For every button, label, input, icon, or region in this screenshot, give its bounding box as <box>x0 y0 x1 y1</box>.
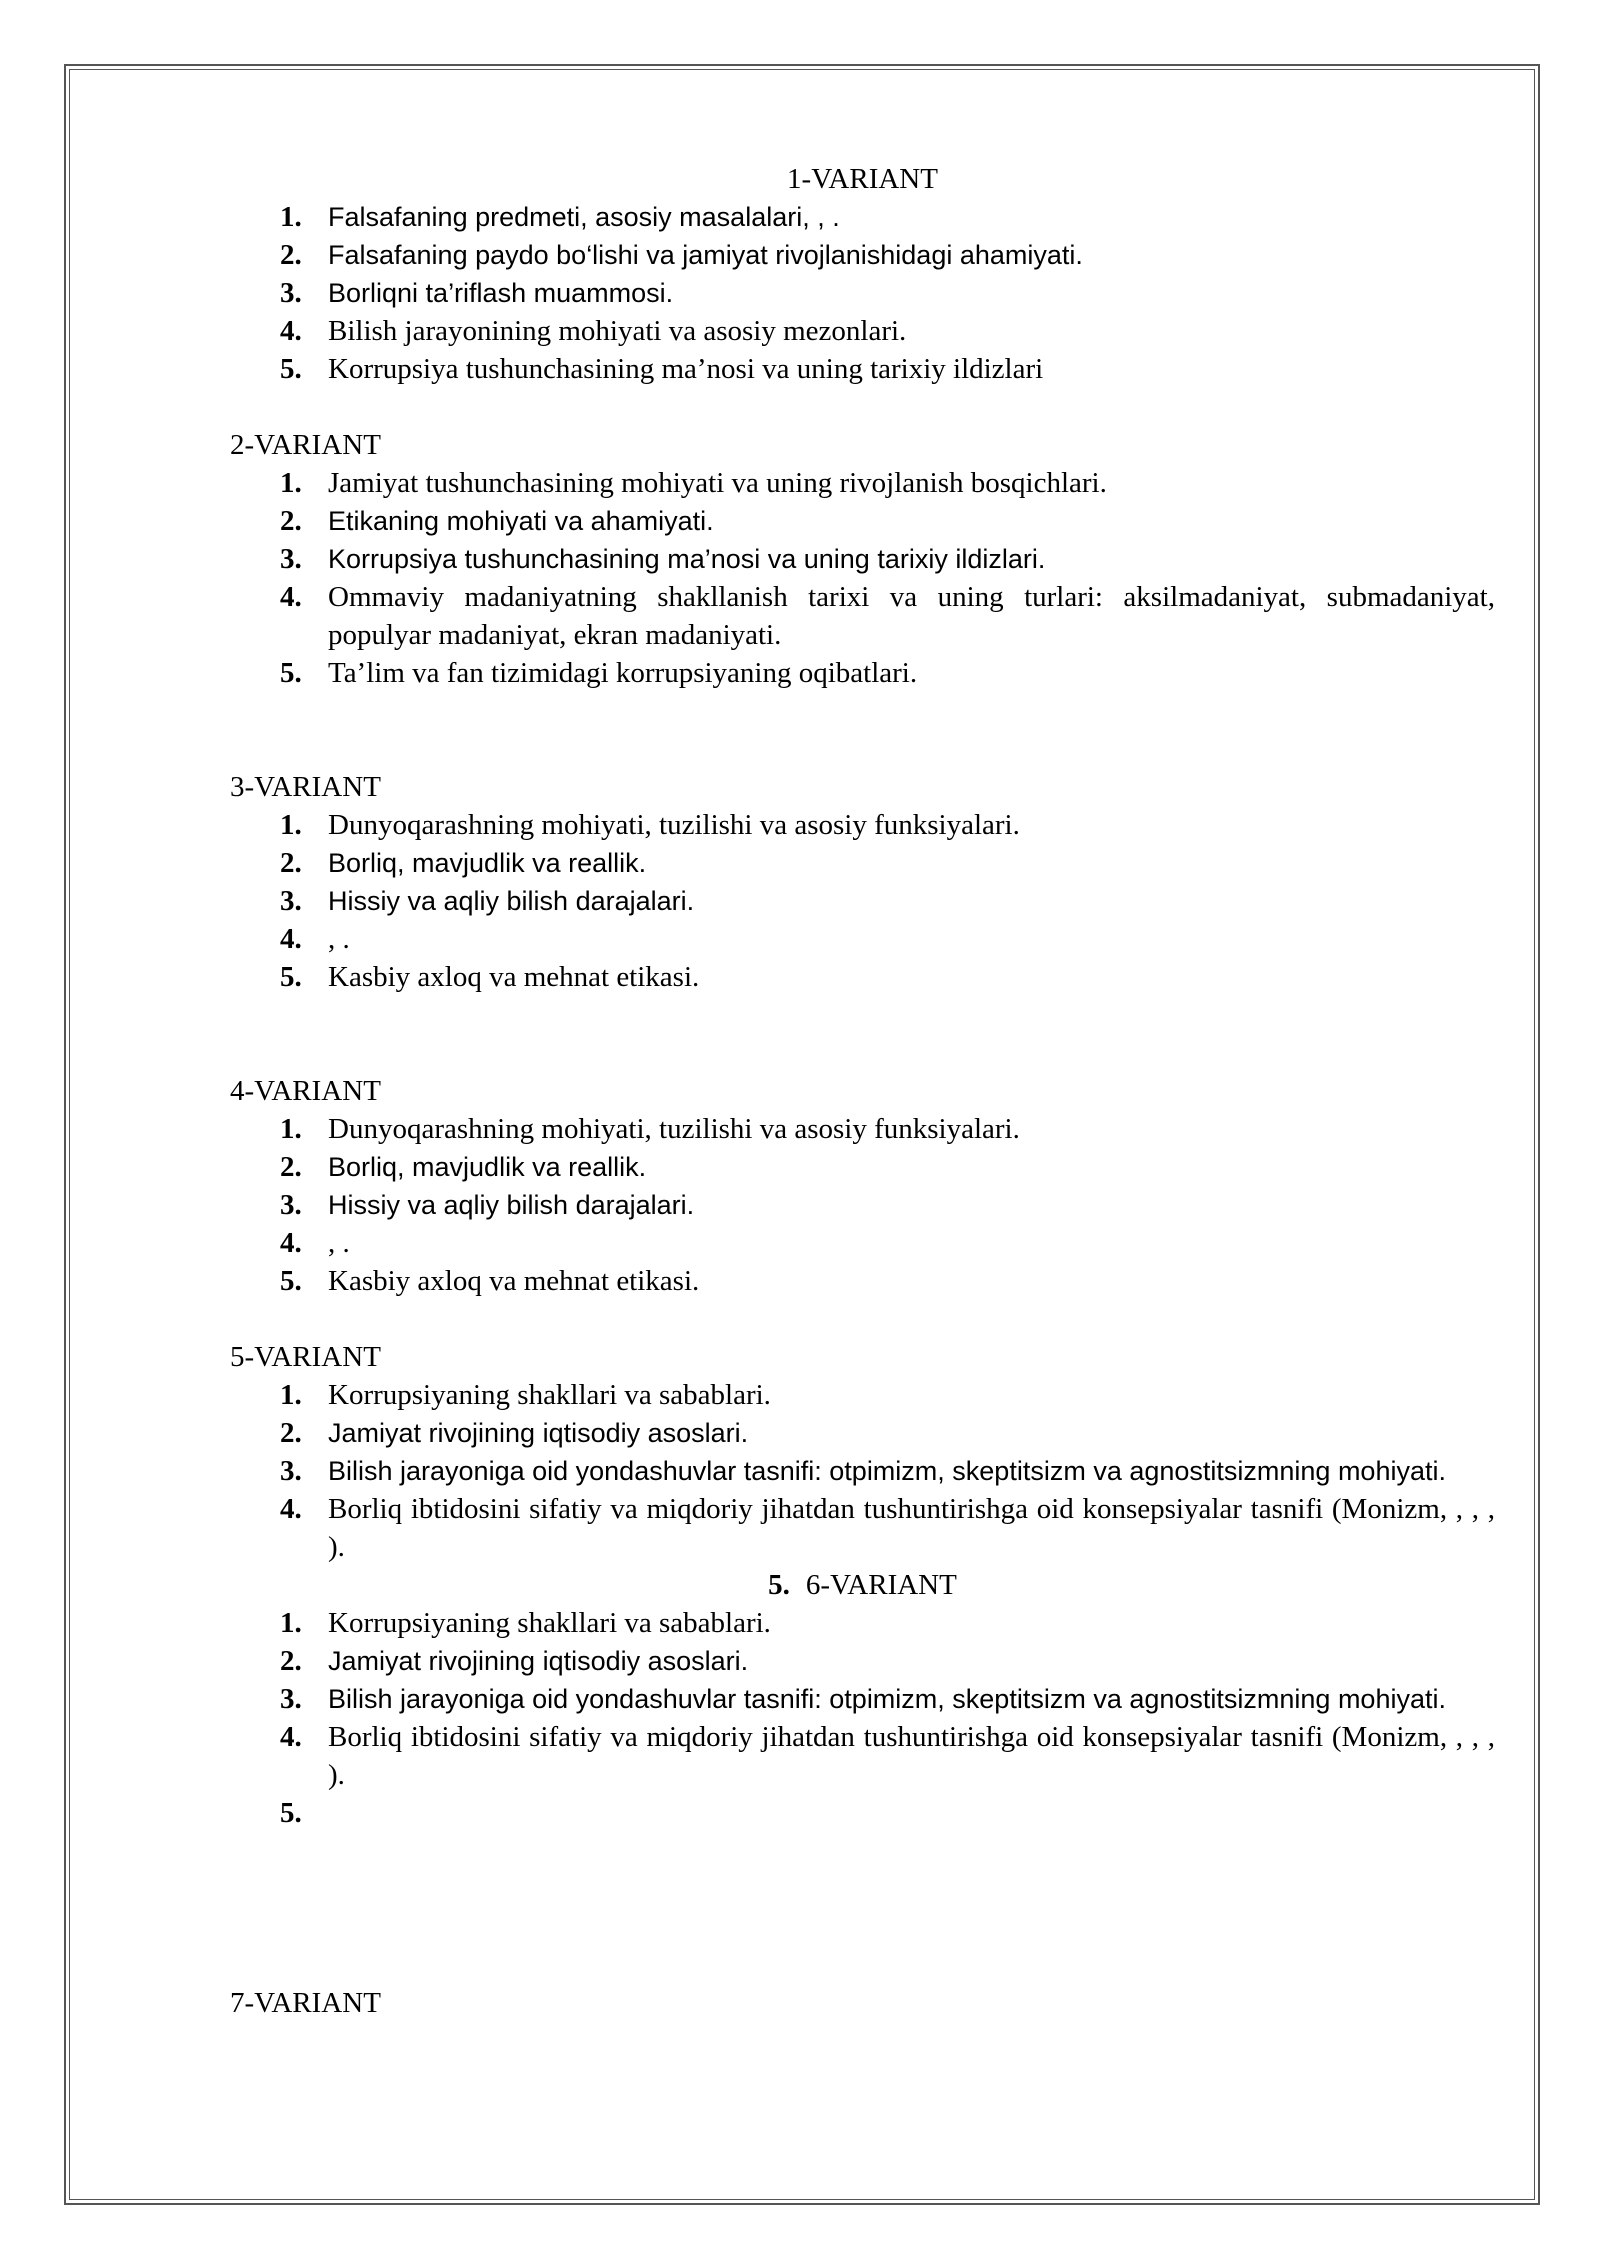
list-item: 2. Etikaning mohiyati va ahamiyati. <box>280 505 714 537</box>
question-list <box>230 806 1495 996</box>
list-item: 3. Borliqni ta’riflash muammosi. <box>280 277 674 309</box>
list-item: 1. Korrupsiyaning shakllari va sabablari. <box>280 1379 771 1411</box>
variant-2 <box>230 426 1495 692</box>
variant-title: 7-VARIANT <box>230 1987 381 2019</box>
list-item: 1. Dunyoqarashning mohiyati, tuzilishi va asosiy funksiyalari. <box>280 809 1020 841</box>
list-item: 3. Bilish jarayoniga oid yondashuvlar tasnifi: otpimizm, skeptitsizm va agnostitsizmning mohiyati. <box>280 1455 1446 1487</box>
list-item: 4. Bilish jarayonining mohiyati va asosiy mezonlari. <box>280 315 907 347</box>
variant-title: 4-VARIANT <box>230 1075 381 1107</box>
list-item: 5. <box>280 1797 302 1829</box>
list-item: 4. , . <box>280 1227 350 1259</box>
variant-4 <box>230 1072 1495 1300</box>
variant-title: 6-VARIANT <box>805 1569 957 1601</box>
list-item: 5. Kasbiy axloq va mehnat etikasi. <box>280 1265 700 1297</box>
list-item: 4. , . <box>280 923 350 955</box>
list-item: 2. Borliq, mavjudlik va reallik. <box>280 1151 647 1183</box>
list-item: 3. Hissiy va aqliy bilish darajalari. <box>280 885 695 917</box>
list-item: 1. Dunyoqarashning mohiyati, tuzilishi va asosiy funksiyalari. <box>280 1113 1020 1145</box>
list-item: 5. Korrupsiya tushunchasining ma’nosi va uning tarixiy ildizlari <box>280 353 1044 385</box>
list-item: 5. Kasbiy axloq va mehnat etikasi. <box>280 961 700 993</box>
list-item: 4. Borliq ibtidosini sifatiy va miqdoriy jihatdan tushuntirishga oid konsepsiyalar tasnifi (Monizm, , , , ). <box>280 1721 1495 1791</box>
list-item: 4. Ommaviy madaniyatning shakllanish tarixi va uning turlari: aksilmadaniyat, submadaniyat, populyar madaniyat, ekran madaniyati. <box>280 581 1495 651</box>
list-item: 3. Korrupsiya tushunchasining ma’nosi va uning tarixiy ildizlari. <box>280 543 1046 575</box>
variant-5 <box>230 1338 1495 1604</box>
list-item: 1. Korrupsiyaning shakllari va sabablari. <box>280 1607 771 1639</box>
variant-title: 5-VARIANT <box>230 1341 381 1373</box>
variant-3 <box>230 768 1495 996</box>
list-item: 2. Jamiyat rivojining iqtisodiy asoslari. <box>280 1645 749 1677</box>
list-item: 5. Ta’lim va fan tizimidagi korrupsiyaning oqibatlari. <box>280 657 918 689</box>
question-list <box>230 198 1495 388</box>
list-item: 3. Bilish jarayoniga oid yondashuvlar tasnifi: otpimizm, skeptitsizm va agnostitsizmning mohiyati. <box>280 1683 1446 1715</box>
question-list <box>230 1376 1495 1566</box>
variant-6-heading: 5. 6-VARIANT <box>768 1569 957 1601</box>
list-item: 1. Falsafaning predmeti, asosiy masalalari, , . <box>280 201 840 233</box>
list-item: 2. Falsafaning paydo bo‘lishi va jamiyat rivojlanishidagi ahamiyati. <box>280 239 1083 271</box>
list-item: 2. Jamiyat rivojining iqtisodiy asoslari. <box>280 1417 749 1449</box>
question-list <box>230 464 1495 692</box>
variant-1 <box>230 160 1495 388</box>
list-item: 1. Jamiyat tushunchasining mohiyati va uning rivojlanish bosqichlari. <box>280 467 1107 499</box>
variant-7 <box>230 1984 1495 2022</box>
variant-title: 1-VARIANT <box>787 163 938 195</box>
document-body <box>230 160 1495 2022</box>
list-item: 3. Hissiy va aqliy bilish darajalari. <box>280 1189 695 1221</box>
variant-6 <box>230 1604 1495 1832</box>
variant-title: 3-VARIANT <box>230 771 381 803</box>
list-item: 2. Borliq, mavjudlik va reallik. <box>280 847 647 879</box>
variant-title: 2-VARIANT <box>230 429 381 461</box>
question-list <box>230 1604 1495 1832</box>
list-item: 4. Borliq ibtidosini sifatiy va miqdoriy jihatdan tushuntirishga oid konsepsiyalar tasnifi (Monizm, , , , ). <box>280 1493 1495 1563</box>
question-list <box>230 1110 1495 1300</box>
